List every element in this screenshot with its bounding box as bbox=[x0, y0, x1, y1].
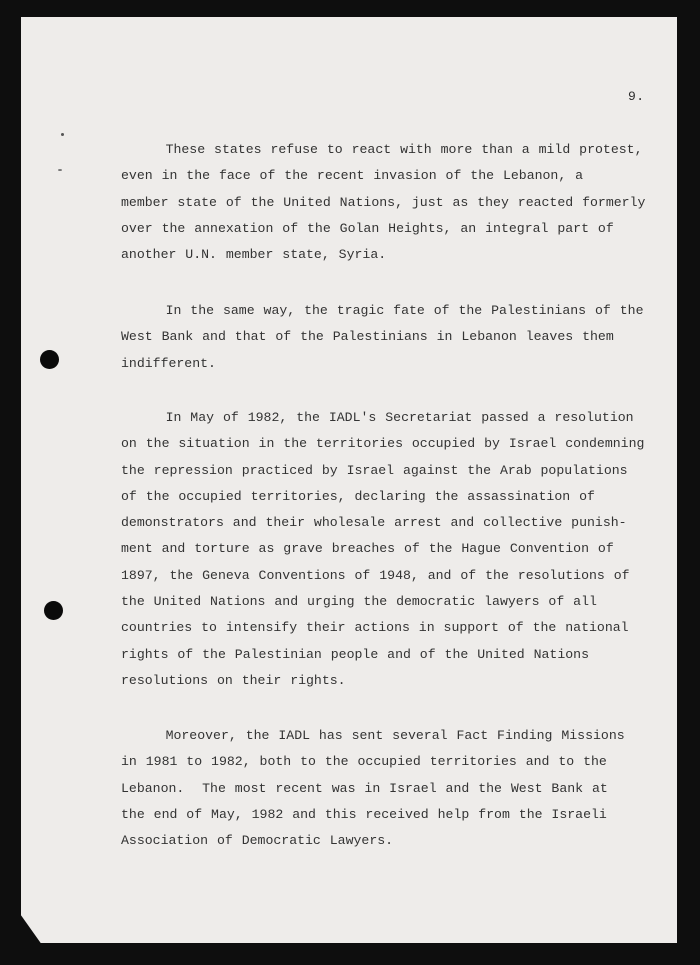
text-line: These states refuse to react with more than a mild protest, bbox=[121, 142, 643, 157]
paragraph-iadl-resolution bbox=[121, 405, 666, 694]
text-line: In the same way, the tragic fate of the Palestinians of the bbox=[121, 303, 644, 318]
text-line: Lebanon. The most recent was in Israel and the West Bank at bbox=[121, 780, 608, 796]
text-line: demonstrators and their wholesale arrest and collective punish- bbox=[121, 515, 627, 531]
page-number: 9. bbox=[628, 89, 645, 104]
text-line: West Bank and that of the Palestinians in Lebanon leaves them bbox=[121, 329, 614, 345]
text-line: the United Nations and urging the democratic lawyers of all bbox=[121, 594, 597, 610]
text-line: In May of 1982, the IADL's Secretariat passed a resolution bbox=[121, 410, 634, 425]
text-line: the end of May, 1982 and this received help from the Israeli bbox=[121, 806, 607, 822]
paper-speck bbox=[58, 169, 62, 171]
text-line: of the occupied territories, declaring the assassination of bbox=[121, 488, 595, 504]
paper-speck bbox=[61, 133, 64, 136]
paragraph-states-protest bbox=[121, 137, 666, 268]
text-line: the repression practiced by Israel against the Arab populations bbox=[121, 462, 628, 478]
text-line: rights of the Palestinian people and of the United Nations bbox=[121, 646, 589, 662]
text-line: Association of Democratic Lawyers. bbox=[121, 833, 394, 849]
text-line: another U.N. member state, Syria. bbox=[121, 247, 387, 263]
text-line: countries to intensify their actions in support of the national bbox=[121, 620, 629, 636]
text-line: even in the face of the recent invasion of the Lebanon, a bbox=[121, 168, 584, 184]
text-line: indifferent. bbox=[121, 355, 216, 371]
text-line: on the situation in the territories occupied by Israel condemning bbox=[121, 436, 645, 452]
text-line: Moreover, the IADL has sent several Fact Finding Missions bbox=[121, 728, 625, 743]
text-line: member state of the United Nations, just as they reacted formerly bbox=[121, 194, 646, 210]
punch-hole-bottom bbox=[44, 601, 63, 620]
paragraph-fact-finding-missions bbox=[121, 723, 666, 854]
punch-hole-top bbox=[40, 350, 59, 369]
paragraph-palestinians-fate bbox=[121, 298, 666, 377]
text-line: resolutions on their rights. bbox=[121, 672, 346, 688]
text-line: over the annexation of the Golan Heights, an integral part of bbox=[121, 220, 614, 236]
text-line: 1897, the Geneva Conventions of 1948, and of the resolutions of bbox=[121, 567, 630, 583]
text-line: ment and torture as grave breaches of the Hague Convention of bbox=[121, 541, 614, 557]
text-line: in 1981 to 1982, both to the occupied territories and to the bbox=[121, 754, 607, 770]
